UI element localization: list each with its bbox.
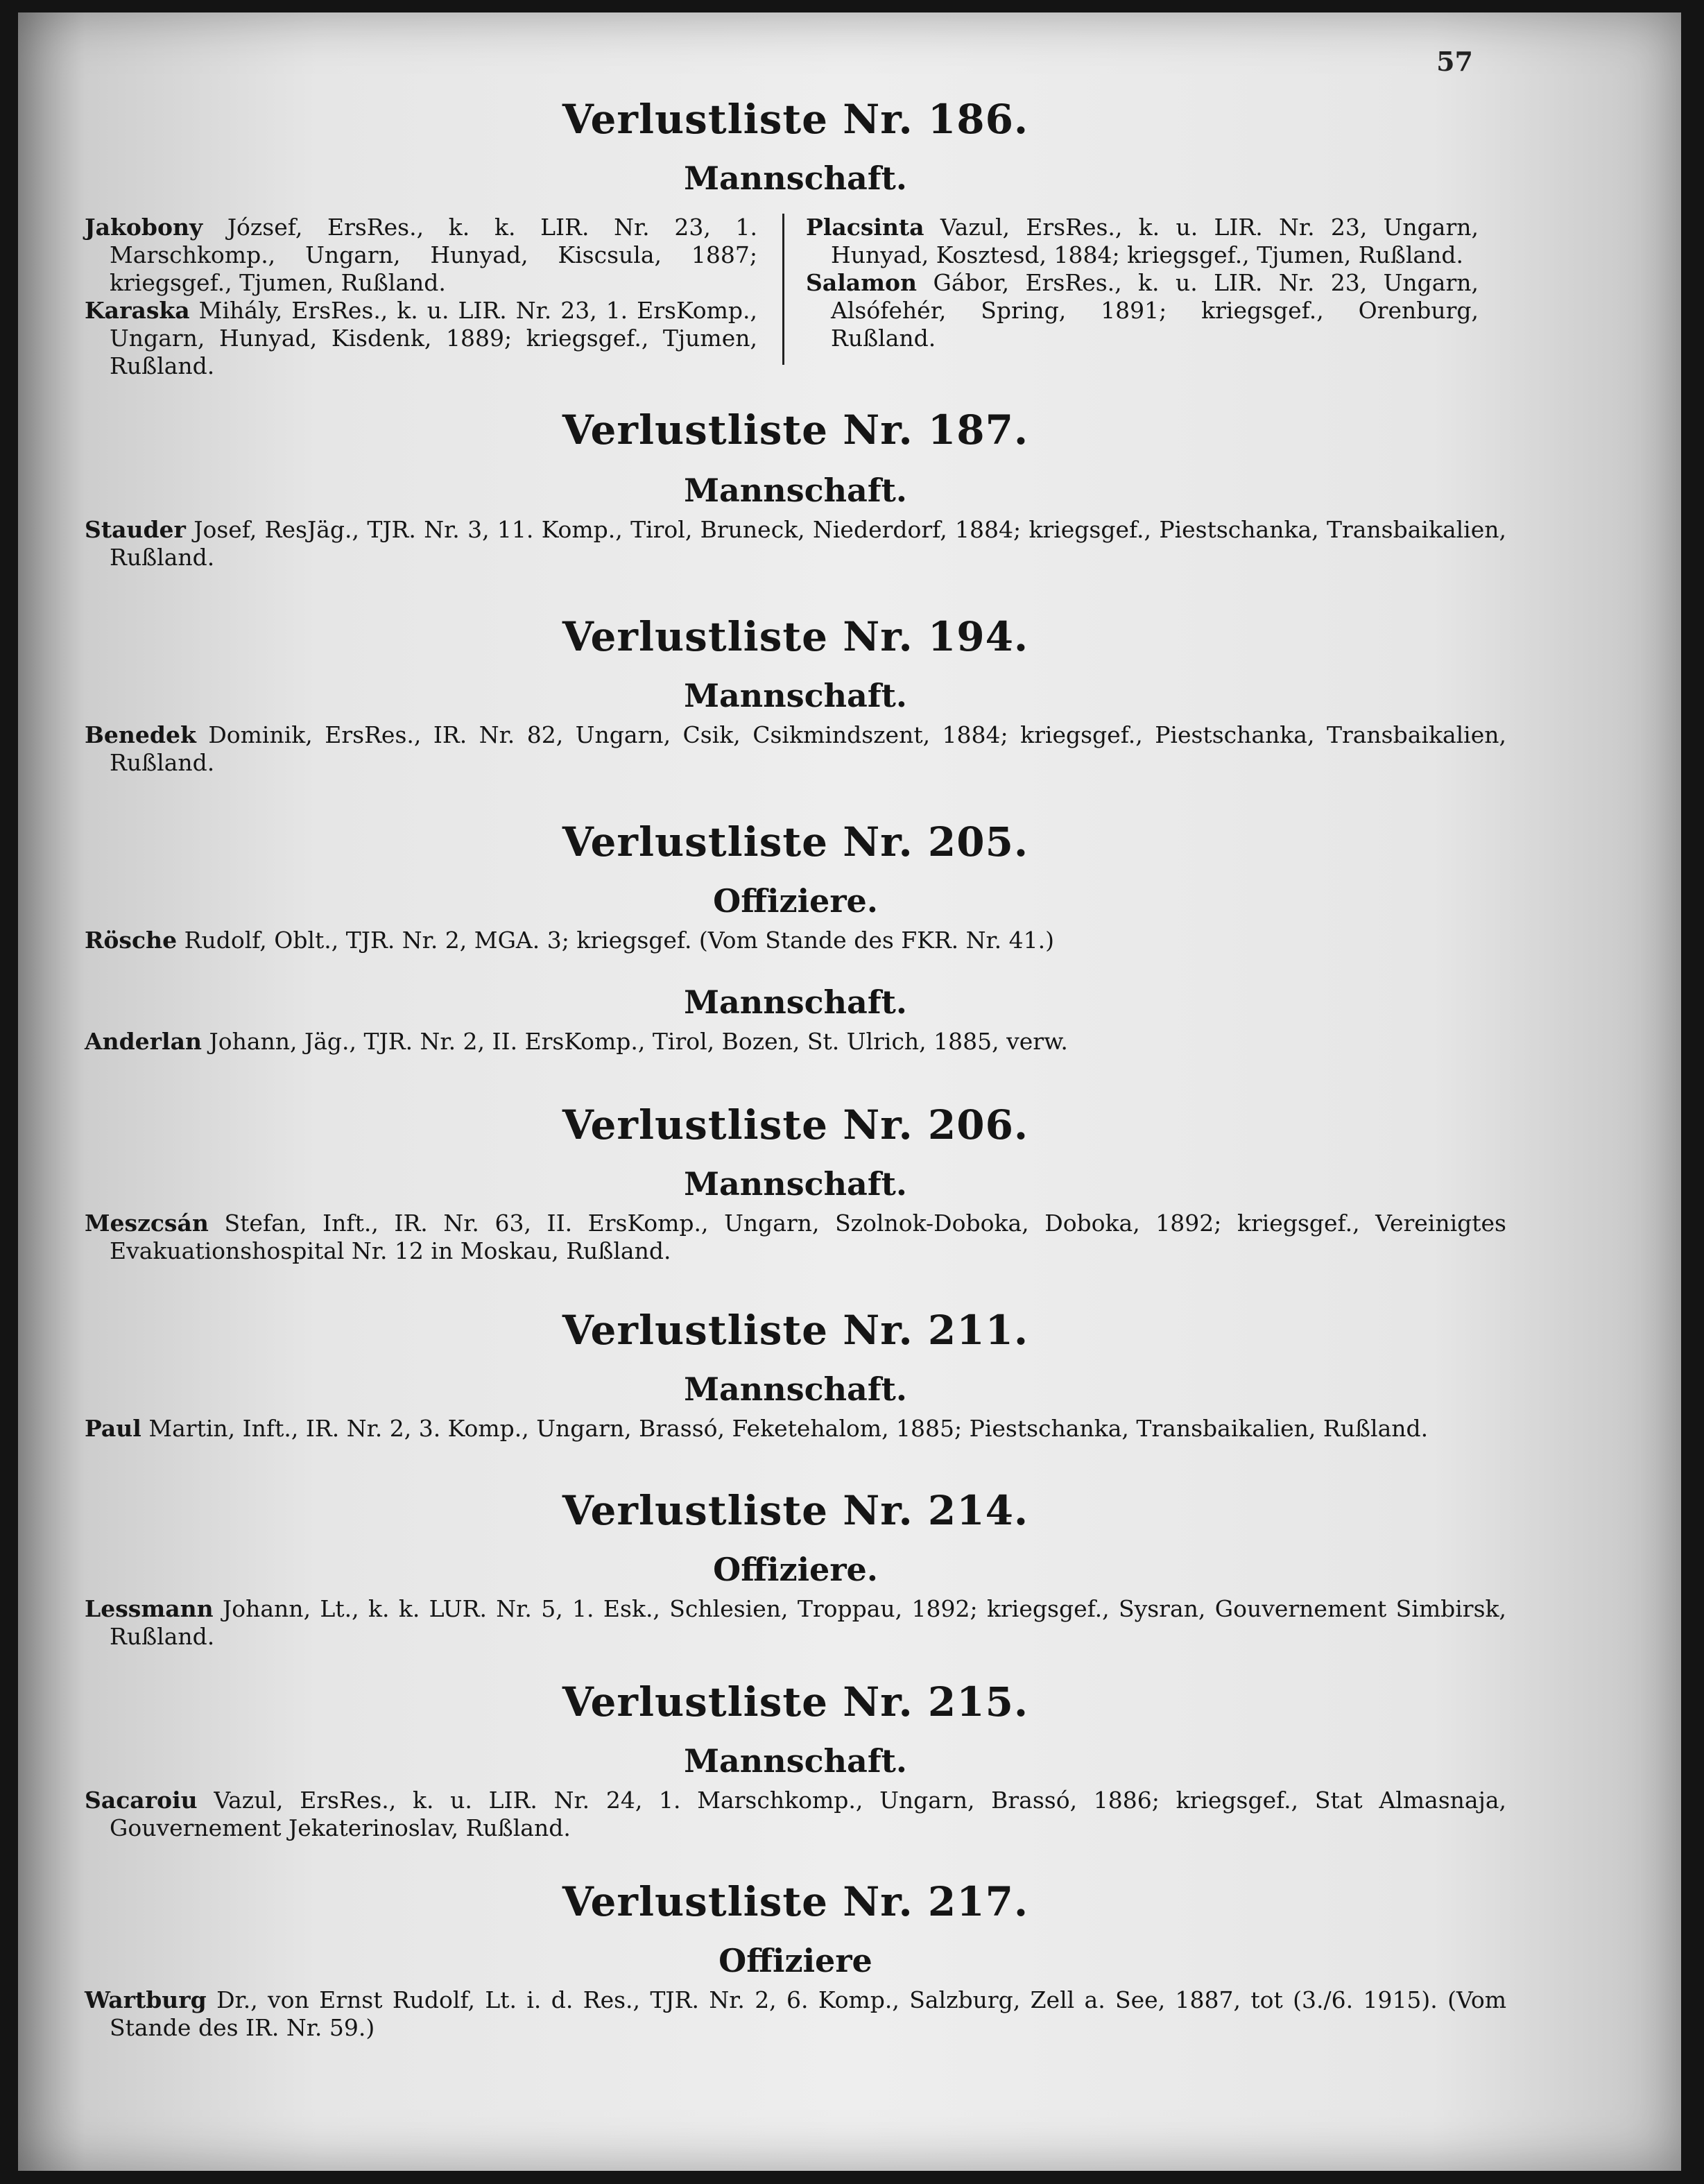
casualty-entry	[85, 516, 1506, 571]
entry-surname: Jakobony	[85, 214, 203, 241]
casualty-entry	[85, 927, 1506, 954]
list-title-206: Verlustliste Nr. 206.	[562, 1101, 1029, 1149]
page-number: 57	[1436, 46, 1473, 77]
section-heading: Mannschaft.	[684, 472, 907, 509]
list-title-205: Verlustliste Nr. 205.	[562, 818, 1029, 866]
document-page	[18, 12, 1681, 2171]
casualty-entry	[806, 269, 1479, 352]
section-heading: Mannschaft.	[684, 677, 907, 714]
casualty-entry	[85, 1595, 1506, 1651]
section-heading: Mannschaft.	[684, 1370, 907, 1408]
casualty-entry	[85, 214, 757, 297]
section-heading: Mannschaft.	[684, 983, 907, 1021]
entry-details: Johann, Lt., k. k. LUR. Nr. 5, 1. Esk., Schlesien, Troppau, 1892; kriegsgef., Sysran, Gouvernement Simbirsk, Rußland.	[110, 1595, 1506, 1650]
entry-surname: Salamon	[806, 269, 918, 296]
entry-surname: Benedek	[85, 721, 196, 748]
entry-details: Vazul, ErsRes., k. u. LIR. Nr. 23, Ungarn, Hunyad, Kosztesd, 1884; kriegsgef., Tjumen, Rußland.	[831, 214, 1479, 268]
list-title-214: Verlustliste Nr. 214.	[562, 1487, 1029, 1534]
section-heading: Offiziere.	[713, 882, 878, 920]
entry-details: Vazul, ErsRes., k. u. LIR. Nr. 24, 1. Marschkomp., Ungarn, Brassó, 1886; kriegsgef., Stat Almasnaja, Gouvernement Jekaterinoslav, Rußland.	[110, 1787, 1506, 1841]
entry-surname: Stauder	[85, 516, 186, 543]
entry-details: József, ErsRes., k. k. LIR. Nr. 23, 1. Marschkomp., Ungarn, Hunyad, Kiscsula, 1887; kriegsgef., Tjumen, Rußland.	[110, 214, 757, 296]
entry-surname: Anderlan	[85, 1028, 202, 1055]
entry-details: Gábor, ErsRes., k. u. LIR. Nr. 23, Ungarn, Alsófehér, Spring, 1891; kriegsgef., Orenburg, Rußland.	[831, 269, 1479, 352]
section-heading: Offiziere	[718, 1942, 872, 1979]
entry-surname: Meszcsán	[85, 1210, 209, 1237]
entry-surname: Rösche	[85, 927, 178, 954]
entry-details: Dominik, ErsRes., IR. Nr. 82, Ungarn, Csik, Csikmindszent, 1884; kriegsgef., Piestschanka, Transbaikalien, Rußland.	[110, 721, 1506, 776]
entry-details: Mihály, ErsRes., k. u. LIR. Nr. 23, 1. ErsKomp., Ungarn, Hunyad, Kisdenk, 1889; kriegsgef., Tjumen, Rußland.	[110, 297, 757, 379]
entry-details: Martin, Inft., IR. Nr. 2, 3. Komp., Ungarn, Brassó, Feketehalom, 1885; Piestschanka, Transbaikalien, Rußland.	[148, 1415, 1429, 1442]
list-title-217: Verlustliste Nr. 217.	[562, 1878, 1029, 1925]
two-column-entries	[85, 214, 1506, 379]
section-heading: Mannschaft.	[684, 1742, 907, 1780]
entry-surname: Sacaroiu	[85, 1787, 198, 1814]
list-title-194: Verlustliste Nr. 194.	[562, 613, 1029, 660]
casualty-entry	[806, 214, 1479, 269]
casualty-entry	[85, 1986, 1506, 2042]
entry-surname: Lessmann	[85, 1595, 214, 1622]
entry-details: Johann, Jäg., TJR. Nr. 2, II. ErsKomp., Tirol, Bozen, St. Ulrich, 1885, verw.	[209, 1028, 1068, 1055]
casualty-entry	[85, 1787, 1506, 1842]
entry-surname: Karaska	[85, 297, 190, 324]
entry-details: Josef, ResJäg., TJR. Nr. 3, 11. Komp., Tirol, Bruneck, Niederdorf, 1884; kriegsgef., Piestschanka, Transbaikalien, Rußland.	[110, 516, 1506, 571]
list-title-186: Verlustliste Nr. 186.	[562, 96, 1029, 143]
entry-details: Dr., von Ernst Rudolf, Lt. i. d. Res., TJR. Nr. 2, 6. Komp., Salzburg, Zell a. See, 1887, tot (3./6. 1915). (Vom Stande des IR. Nr. 59.)	[110, 1986, 1506, 2041]
section-heading: Offiziere.	[713, 1551, 878, 1588]
list-title-187: Verlustliste Nr. 187.	[562, 406, 1029, 454]
casualty-entry	[85, 1028, 1506, 1056]
list-title-215: Verlustliste Nr. 215.	[562, 1678, 1029, 1726]
list-title-211: Verlustliste Nr. 211.	[562, 1307, 1029, 1354]
entry-surname: Wartburg	[85, 1986, 207, 2013]
entry-details: Stefan, Inft., IR. Nr. 63, II. ErsKomp., Ungarn, Szolnok-Doboka, Doboka, 1892; kriegsgef., Vereinigtes Evakuationshospital Nr. 12 in Moskau, Rußland.	[110, 1210, 1506, 1264]
section-heading: Mannschaft.	[684, 1165, 907, 1203]
column-divider	[782, 214, 784, 365]
casualty-entry	[85, 721, 1506, 777]
right-column	[806, 214, 1479, 352]
entry-surname: Paul	[85, 1415, 141, 1442]
casualty-entry	[85, 1210, 1506, 1265]
casualty-entry	[85, 297, 757, 380]
entry-details: Rudolf, Oblt., TJR. Nr. 2, MGA. 3; kriegsgef. (Vom Stande des FKR. Nr. 41.)	[184, 927, 1055, 954]
entry-surname: Placsinta	[806, 214, 924, 241]
section-heading: Mannschaft.	[684, 160, 907, 197]
casualty-entry	[85, 1415, 1506, 1443]
left-column	[85, 214, 757, 380]
